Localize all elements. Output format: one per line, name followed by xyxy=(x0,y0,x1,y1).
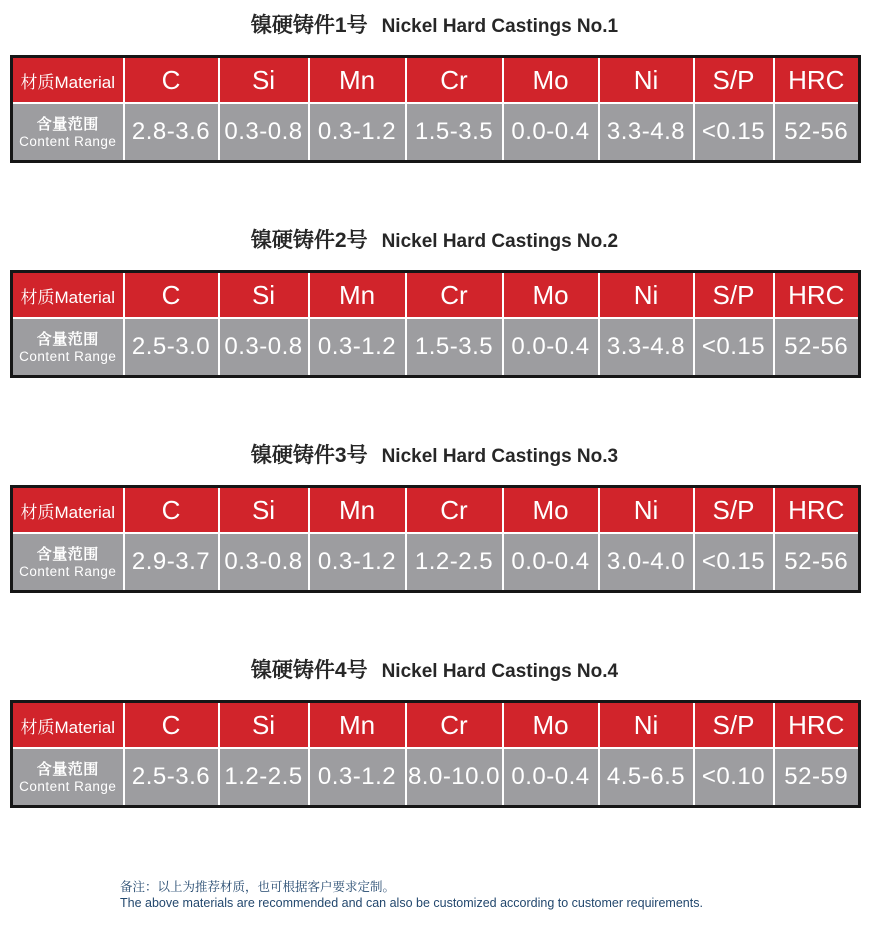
content-range-label xyxy=(12,533,124,592)
column-header-sp: S/P xyxy=(694,272,774,319)
column-header-cr: Cr xyxy=(406,487,503,534)
column-header-mo: Mo xyxy=(503,487,599,534)
content-range-row xyxy=(12,533,860,592)
column-header-hrc: HRC xyxy=(774,57,860,104)
value-cell-c: 2.9-3.7 xyxy=(124,533,219,592)
material-header-cell: 材质Material xyxy=(12,57,124,104)
value-cell-c: 2.5-3.6 xyxy=(124,748,219,807)
column-header-si: Si xyxy=(219,57,309,104)
value-cell-sp: <0.15 xyxy=(694,103,774,162)
table-title-1-en: Nickel Hard Castings No.1 xyxy=(381,16,619,37)
column-header-c: C xyxy=(124,57,219,104)
column-header-sp: S/P xyxy=(694,57,774,104)
content-range-row xyxy=(12,318,860,377)
value-cell-cr: 1.5-3.5 xyxy=(406,103,503,162)
column-header-mo: Mo xyxy=(503,702,599,749)
value-cell-sp: <0.10 xyxy=(694,748,774,807)
header-row xyxy=(12,702,860,749)
table-title-1 xyxy=(0,12,869,39)
header-row xyxy=(12,487,860,534)
table-title-2-en: Nickel Hard Castings No.2 xyxy=(381,231,619,252)
column-header-mo: Mo xyxy=(503,57,599,104)
casting-table-2 xyxy=(10,270,861,378)
casting-section-2 xyxy=(0,227,869,378)
value-cell-si: 0.3-0.8 xyxy=(219,103,309,162)
value-cell-mn: 0.3-1.2 xyxy=(309,533,406,592)
value-cell-mo: 0.0-0.4 xyxy=(503,103,599,162)
value-cell-ni: 3.3-4.8 xyxy=(599,103,694,162)
value-cell-mo: 0.0-0.4 xyxy=(503,533,599,592)
content-range-label-en: Content Range xyxy=(19,348,117,364)
content-range-label-zh: 含量范围 xyxy=(36,330,99,348)
column-header-cr: Cr xyxy=(406,272,503,319)
material-header-cell: 材质Material xyxy=(12,487,124,534)
content-range-row xyxy=(12,748,860,807)
column-header-c: C xyxy=(124,272,219,319)
value-cell-si: 0.3-0.8 xyxy=(219,318,309,377)
value-cell-mn: 0.3-1.2 xyxy=(309,748,406,807)
value-cell-mo: 0.0-0.4 xyxy=(503,318,599,377)
content-range-label-en: Content Range xyxy=(19,133,117,149)
table-title-3 xyxy=(0,442,869,469)
casting-table-1 xyxy=(10,55,861,163)
column-header-hrc: HRC xyxy=(774,272,860,319)
value-cell-mn: 0.3-1.2 xyxy=(309,318,406,377)
content-range-label xyxy=(12,748,124,807)
column-header-mn: Mn xyxy=(309,487,406,534)
column-header-si: Si xyxy=(219,272,309,319)
casting-section-4 xyxy=(0,657,869,808)
casting-section-1 xyxy=(0,12,869,163)
value-cell-c: 2.5-3.0 xyxy=(124,318,219,377)
table-title-3-zh: 镍硬铸件3号 xyxy=(250,444,368,467)
value-cell-hrc: 52-56 xyxy=(774,533,860,592)
content-range-row xyxy=(12,103,860,162)
header-row xyxy=(12,272,860,319)
table-title-4-zh: 镍硬铸件4号 xyxy=(250,659,368,682)
content-range-label xyxy=(12,103,124,162)
value-cell-si: 0.3-0.8 xyxy=(219,533,309,592)
table-title-2-zh: 镍硬铸件2号 xyxy=(250,229,368,252)
column-header-sp: S/P xyxy=(694,487,774,534)
remark-note xyxy=(120,880,869,911)
table-title-1-zh: 镍硬铸件1号 xyxy=(250,14,368,37)
value-cell-hrc: 52-56 xyxy=(774,103,860,162)
casting-table-3 xyxy=(10,485,861,593)
column-header-hrc: HRC xyxy=(774,702,860,749)
column-header-sp: S/P xyxy=(694,702,774,749)
remark-note-en: The above materials are recommended and can also be customized according to customer requirements. xyxy=(120,895,703,910)
table-title-3-en: Nickel Hard Castings No.3 xyxy=(381,446,619,467)
column-header-ni: Ni xyxy=(599,57,694,104)
column-header-mn: Mn xyxy=(309,702,406,749)
value-cell-ni: 4.5-6.5 xyxy=(599,748,694,807)
column-header-mn: Mn xyxy=(309,272,406,319)
column-header-si: Si xyxy=(219,487,309,534)
value-cell-sp: <0.15 xyxy=(694,318,774,377)
column-header-ni: Ni xyxy=(599,487,694,534)
table-title-2 xyxy=(0,227,869,254)
content-range-label-en: Content Range xyxy=(19,563,117,579)
value-cell-si: 1.2-2.5 xyxy=(219,748,309,807)
content-range-label-zh: 含量范围 xyxy=(36,545,99,563)
column-header-c: C xyxy=(124,487,219,534)
value-cell-hrc: 52-59 xyxy=(774,748,860,807)
value-cell-sp: <0.15 xyxy=(694,533,774,592)
value-cell-ni: 3.3-4.8 xyxy=(599,318,694,377)
column-header-si: Si xyxy=(219,702,309,749)
column-header-ni: Ni xyxy=(599,272,694,319)
casting-section-3 xyxy=(0,442,869,593)
material-header-cell: 材质Material xyxy=(12,272,124,319)
value-cell-cr: 1.5-3.5 xyxy=(406,318,503,377)
content-range-label-en: Content Range xyxy=(19,778,117,794)
column-header-mn: Mn xyxy=(309,57,406,104)
column-header-cr: Cr xyxy=(406,702,503,749)
table-title-4-en: Nickel Hard Castings No.4 xyxy=(381,661,619,682)
column-header-cr: Cr xyxy=(406,57,503,104)
table-title-4 xyxy=(0,657,869,684)
value-cell-c: 2.8-3.6 xyxy=(124,103,219,162)
value-cell-mo: 0.0-0.4 xyxy=(503,748,599,807)
column-header-c: C xyxy=(124,702,219,749)
column-header-hrc: HRC xyxy=(774,487,860,534)
column-header-mo: Mo xyxy=(503,272,599,319)
column-header-ni: Ni xyxy=(599,702,694,749)
casting-table-4 xyxy=(10,700,861,808)
value-cell-ni: 3.0-4.0 xyxy=(599,533,694,592)
content-range-label xyxy=(12,318,124,377)
content-range-label-zh: 含量范围 xyxy=(36,115,99,133)
value-cell-mn: 0.3-1.2 xyxy=(309,103,406,162)
material-header-cell: 材质Material xyxy=(12,702,124,749)
value-cell-cr: 8.0-10.0 xyxy=(406,748,503,807)
header-row xyxy=(12,57,860,104)
remark-note-zh: 备注：以上为推荐材质，也可根据客户要求定制。 xyxy=(120,880,396,894)
value-cell-cr: 1.2-2.5 xyxy=(406,533,503,592)
content-range-label-zh: 含量范围 xyxy=(36,760,99,778)
value-cell-hrc: 52-56 xyxy=(774,318,860,377)
